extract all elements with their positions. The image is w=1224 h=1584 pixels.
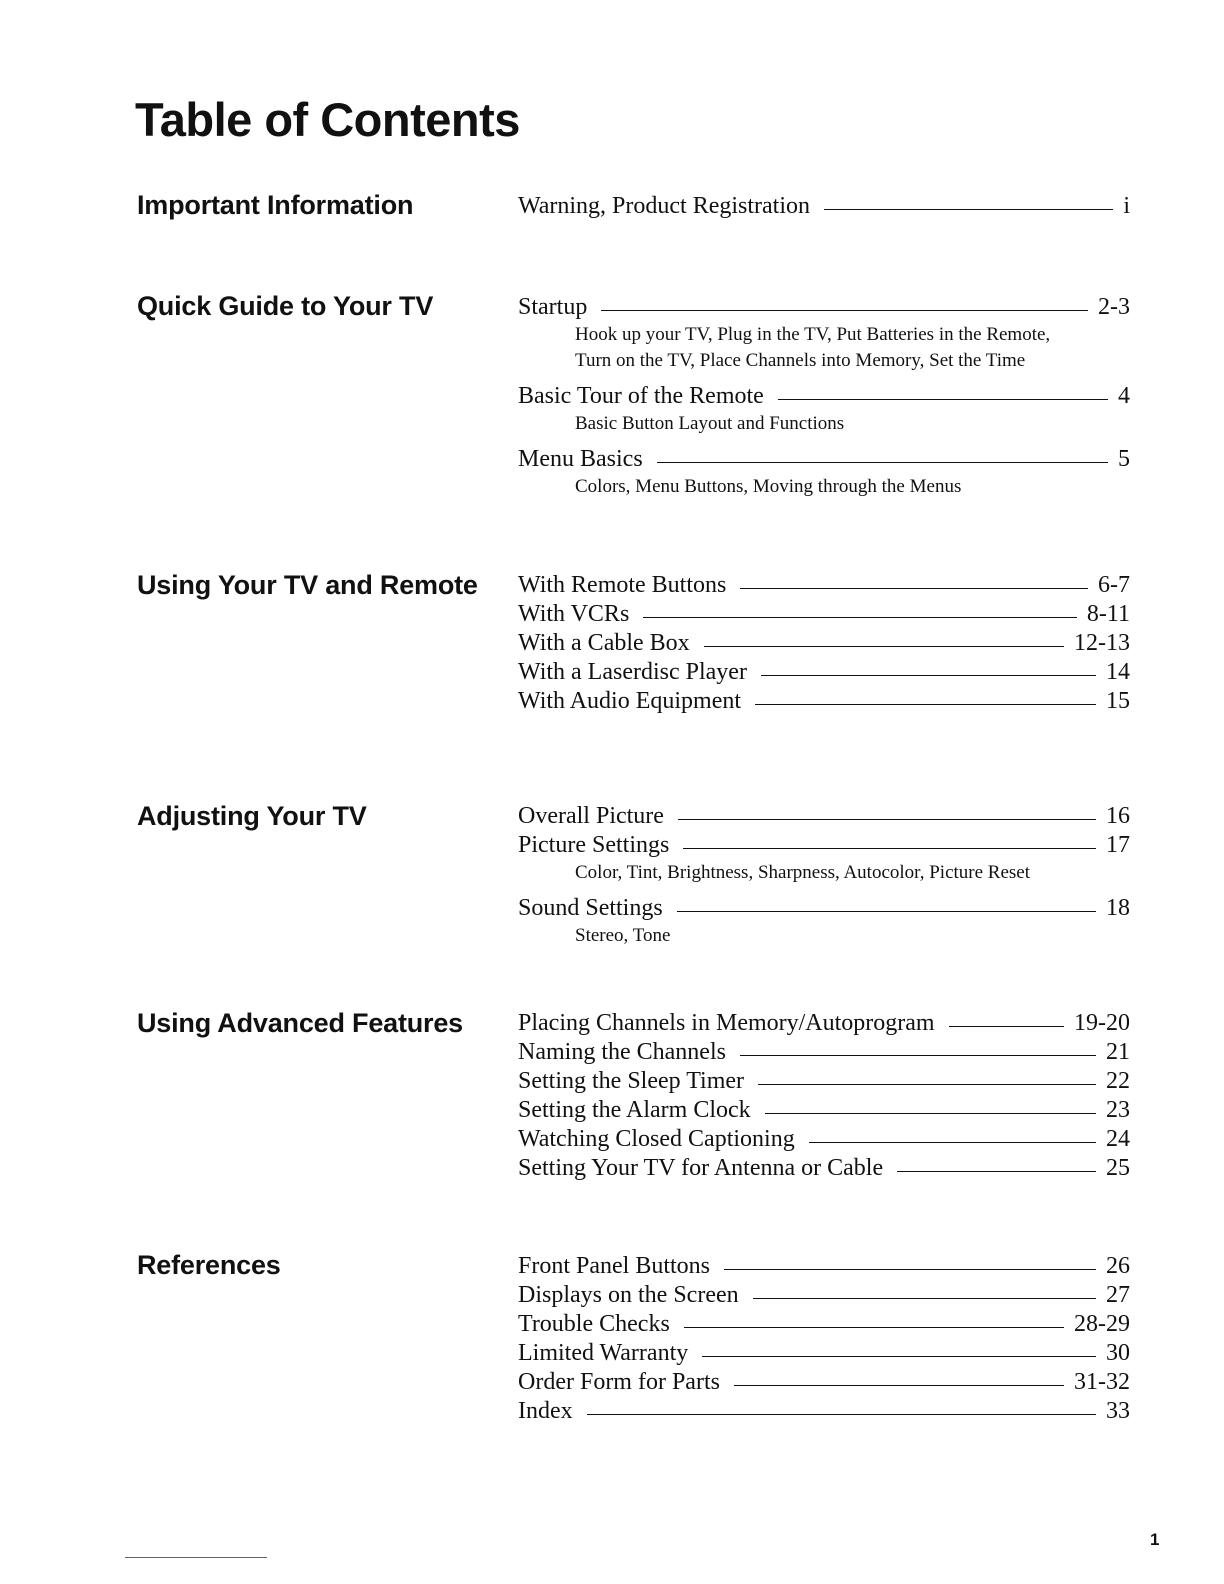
entry-page: 8-11: [1086, 601, 1130, 627]
toc-entry[interactable]: [518, 1368, 1130, 1397]
entry-label: Menu Basics: [518, 446, 643, 472]
toc-entry[interactable]: [518, 445, 1130, 474]
entry-label: Setting Your TV for Antenna or Cable: [518, 1155, 884, 1181]
entry-subtopics: Basic Button Layout and Functions: [575, 413, 845, 434]
section-entries-using-tv-remote: [518, 571, 1130, 716]
entry-page: 19-20: [1074, 1010, 1130, 1036]
entry-page: i: [1123, 193, 1130, 219]
toc-entry[interactable]: [518, 1125, 1130, 1154]
entry-label: With a Cable Box: [518, 630, 690, 656]
entry-page: 14: [1106, 659, 1130, 685]
entry-label: Warning, Product Registration: [518, 193, 811, 219]
toc-entry[interactable]: [518, 1339, 1130, 1368]
entry-label: Setting the Alarm Clock: [518, 1097, 751, 1123]
toc-entry[interactable]: [518, 1281, 1130, 1310]
entry-label: Basic Tour of the Remote: [518, 383, 764, 409]
entry-label: Watching Closed Captioning: [518, 1126, 795, 1152]
dot-leader: [755, 704, 1096, 705]
dot-leader: [678, 819, 1096, 820]
toc-entry[interactable]: [518, 192, 1130, 221]
entry-label: Setting the Sleep Timer: [518, 1068, 745, 1094]
toc-entry[interactable]: [518, 802, 1130, 831]
dot-leader: [704, 646, 1064, 647]
dot-leader: [824, 209, 1113, 210]
dot-leader: [684, 1327, 1064, 1328]
dot-leader: [809, 1142, 1096, 1143]
dot-leader: [702, 1356, 1096, 1357]
entry-page: 23: [1106, 1097, 1130, 1123]
dot-leader: [683, 848, 1096, 849]
entry-label: With a Laserdisc Player: [518, 659, 747, 685]
entry-page: 28-29: [1074, 1311, 1130, 1337]
entry-page: 22: [1106, 1068, 1130, 1094]
entry-label: Index: [518, 1398, 573, 1424]
section-entries-advanced-features: [518, 1009, 1130, 1183]
toc-entry[interactable]: [518, 571, 1130, 600]
entry-page: 15: [1106, 688, 1130, 714]
dot-leader: [724, 1269, 1096, 1270]
page-number: 1: [1150, 1530, 1160, 1549]
section-heading-using-tv-remote: Using Your TV and Remote: [137, 570, 478, 600]
entry-page: 17: [1106, 832, 1130, 858]
dot-leader: [734, 1385, 1064, 1386]
entry-label: Placing Channels in Memory/Autoprogram: [518, 1010, 935, 1036]
toc-entry[interactable]: [518, 658, 1130, 687]
entry-label: With Remote Buttons: [518, 572, 727, 598]
entry-page: 24: [1106, 1126, 1130, 1152]
toc-entry[interactable]: [518, 1252, 1130, 1281]
entry-page: 25: [1106, 1155, 1130, 1181]
toc-entry[interactable]: [518, 1096, 1130, 1125]
toc-entry[interactable]: [518, 1009, 1130, 1038]
section-entries-quick-guide: [518, 293, 1130, 500]
entry-page: 16: [1106, 803, 1130, 829]
toc-entry[interactable]: [518, 687, 1130, 716]
entry-page: 12-13: [1074, 630, 1130, 656]
entry-label: Startup: [518, 294, 588, 320]
entry-label: Order Form for Parts: [518, 1369, 720, 1395]
toc-entry[interactable]: [518, 1397, 1130, 1426]
section-heading-references: References: [137, 1250, 281, 1280]
toc-entry[interactable]: [518, 1038, 1130, 1067]
entry-page: 33: [1106, 1398, 1130, 1424]
entry-subtopics: Color, Tint, Brightness, Sharpness, Autocolor, Picture Reset: [575, 862, 1031, 883]
entry-subtopics: Turn on the TV, Place Channels into Memory, Set the Time: [575, 350, 1026, 371]
dot-leader: [643, 617, 1077, 618]
entry-label: With Audio Equipment: [518, 688, 742, 714]
entry-page: 26: [1106, 1253, 1130, 1279]
section-entries-adjusting-tv: [518, 802, 1130, 949]
toc-entry[interactable]: [518, 1310, 1130, 1339]
toc-entry[interactable]: [518, 894, 1130, 923]
toc-entry[interactable]: [518, 600, 1130, 629]
entry-label: Displays on the Screen: [518, 1282, 739, 1308]
entry-label: Limited Warranty: [518, 1340, 689, 1366]
page-title: Table of Contents: [135, 93, 520, 146]
section-heading-adjusting-tv: Adjusting Your TV: [137, 801, 367, 831]
entry-label: Picture Settings: [518, 832, 670, 858]
entry-label: Naming the Channels: [518, 1039, 726, 1065]
entry-page: 18: [1106, 895, 1130, 921]
dot-leader: [740, 1055, 1096, 1056]
entry-subtopics: Stereo, Tone: [575, 925, 671, 946]
entry-subtopics: Hook up your TV, Plug in the TV, Put Batteries in the Remote,: [575, 324, 1051, 345]
dot-leader: [778, 399, 1108, 400]
footer-rule: [125, 1557, 267, 1558]
entry-label: Front Panel Buttons: [518, 1253, 711, 1279]
toc-entry[interactable]: [518, 293, 1130, 322]
dot-leader: [897, 1171, 1096, 1172]
dot-leader: [758, 1084, 1096, 1085]
entry-label: Trouble Checks: [518, 1311, 670, 1337]
dot-leader: [753, 1298, 1096, 1299]
dot-leader: [765, 1113, 1096, 1114]
entry-subtopics: Colors, Menu Buttons, Moving through the Menus: [575, 476, 962, 497]
dot-leader: [677, 911, 1096, 912]
dot-leader: [657, 462, 1108, 463]
entry-page: 5: [1118, 446, 1130, 472]
entry-page: 27: [1106, 1282, 1130, 1308]
entry-label: With VCRs: [518, 601, 630, 627]
section-heading-advanced-features: Using Advanced Features: [137, 1008, 463, 1038]
entry-page: 2-3: [1098, 294, 1130, 320]
toc-entry[interactable]: [518, 831, 1130, 860]
toc-entry[interactable]: [518, 1154, 1130, 1183]
entry-label: Overall Picture: [518, 803, 664, 829]
dot-leader: [587, 1414, 1096, 1415]
section-entries-important-information: [518, 192, 1130, 221]
entry-page: 31-32: [1074, 1369, 1130, 1395]
dot-leader: [740, 588, 1088, 589]
entry-page: 6-7: [1098, 572, 1130, 598]
toc-entry[interactable]: [518, 1067, 1130, 1096]
entry-label: Sound Settings: [518, 895, 663, 921]
entry-page: 4: [1118, 383, 1130, 409]
dot-leader: [601, 310, 1088, 311]
dot-leader: [761, 675, 1096, 676]
section-heading-quick-guide: Quick Guide to Your TV: [137, 291, 434, 321]
entry-page: 30: [1106, 1340, 1130, 1366]
toc-entry[interactable]: [518, 629, 1130, 658]
section-entries-references: [518, 1252, 1130, 1426]
toc-entry[interactable]: [518, 382, 1130, 411]
dot-leader: [949, 1026, 1064, 1027]
section-heading-important-information: Important Information: [137, 190, 414, 220]
entry-page: 21: [1106, 1039, 1130, 1065]
